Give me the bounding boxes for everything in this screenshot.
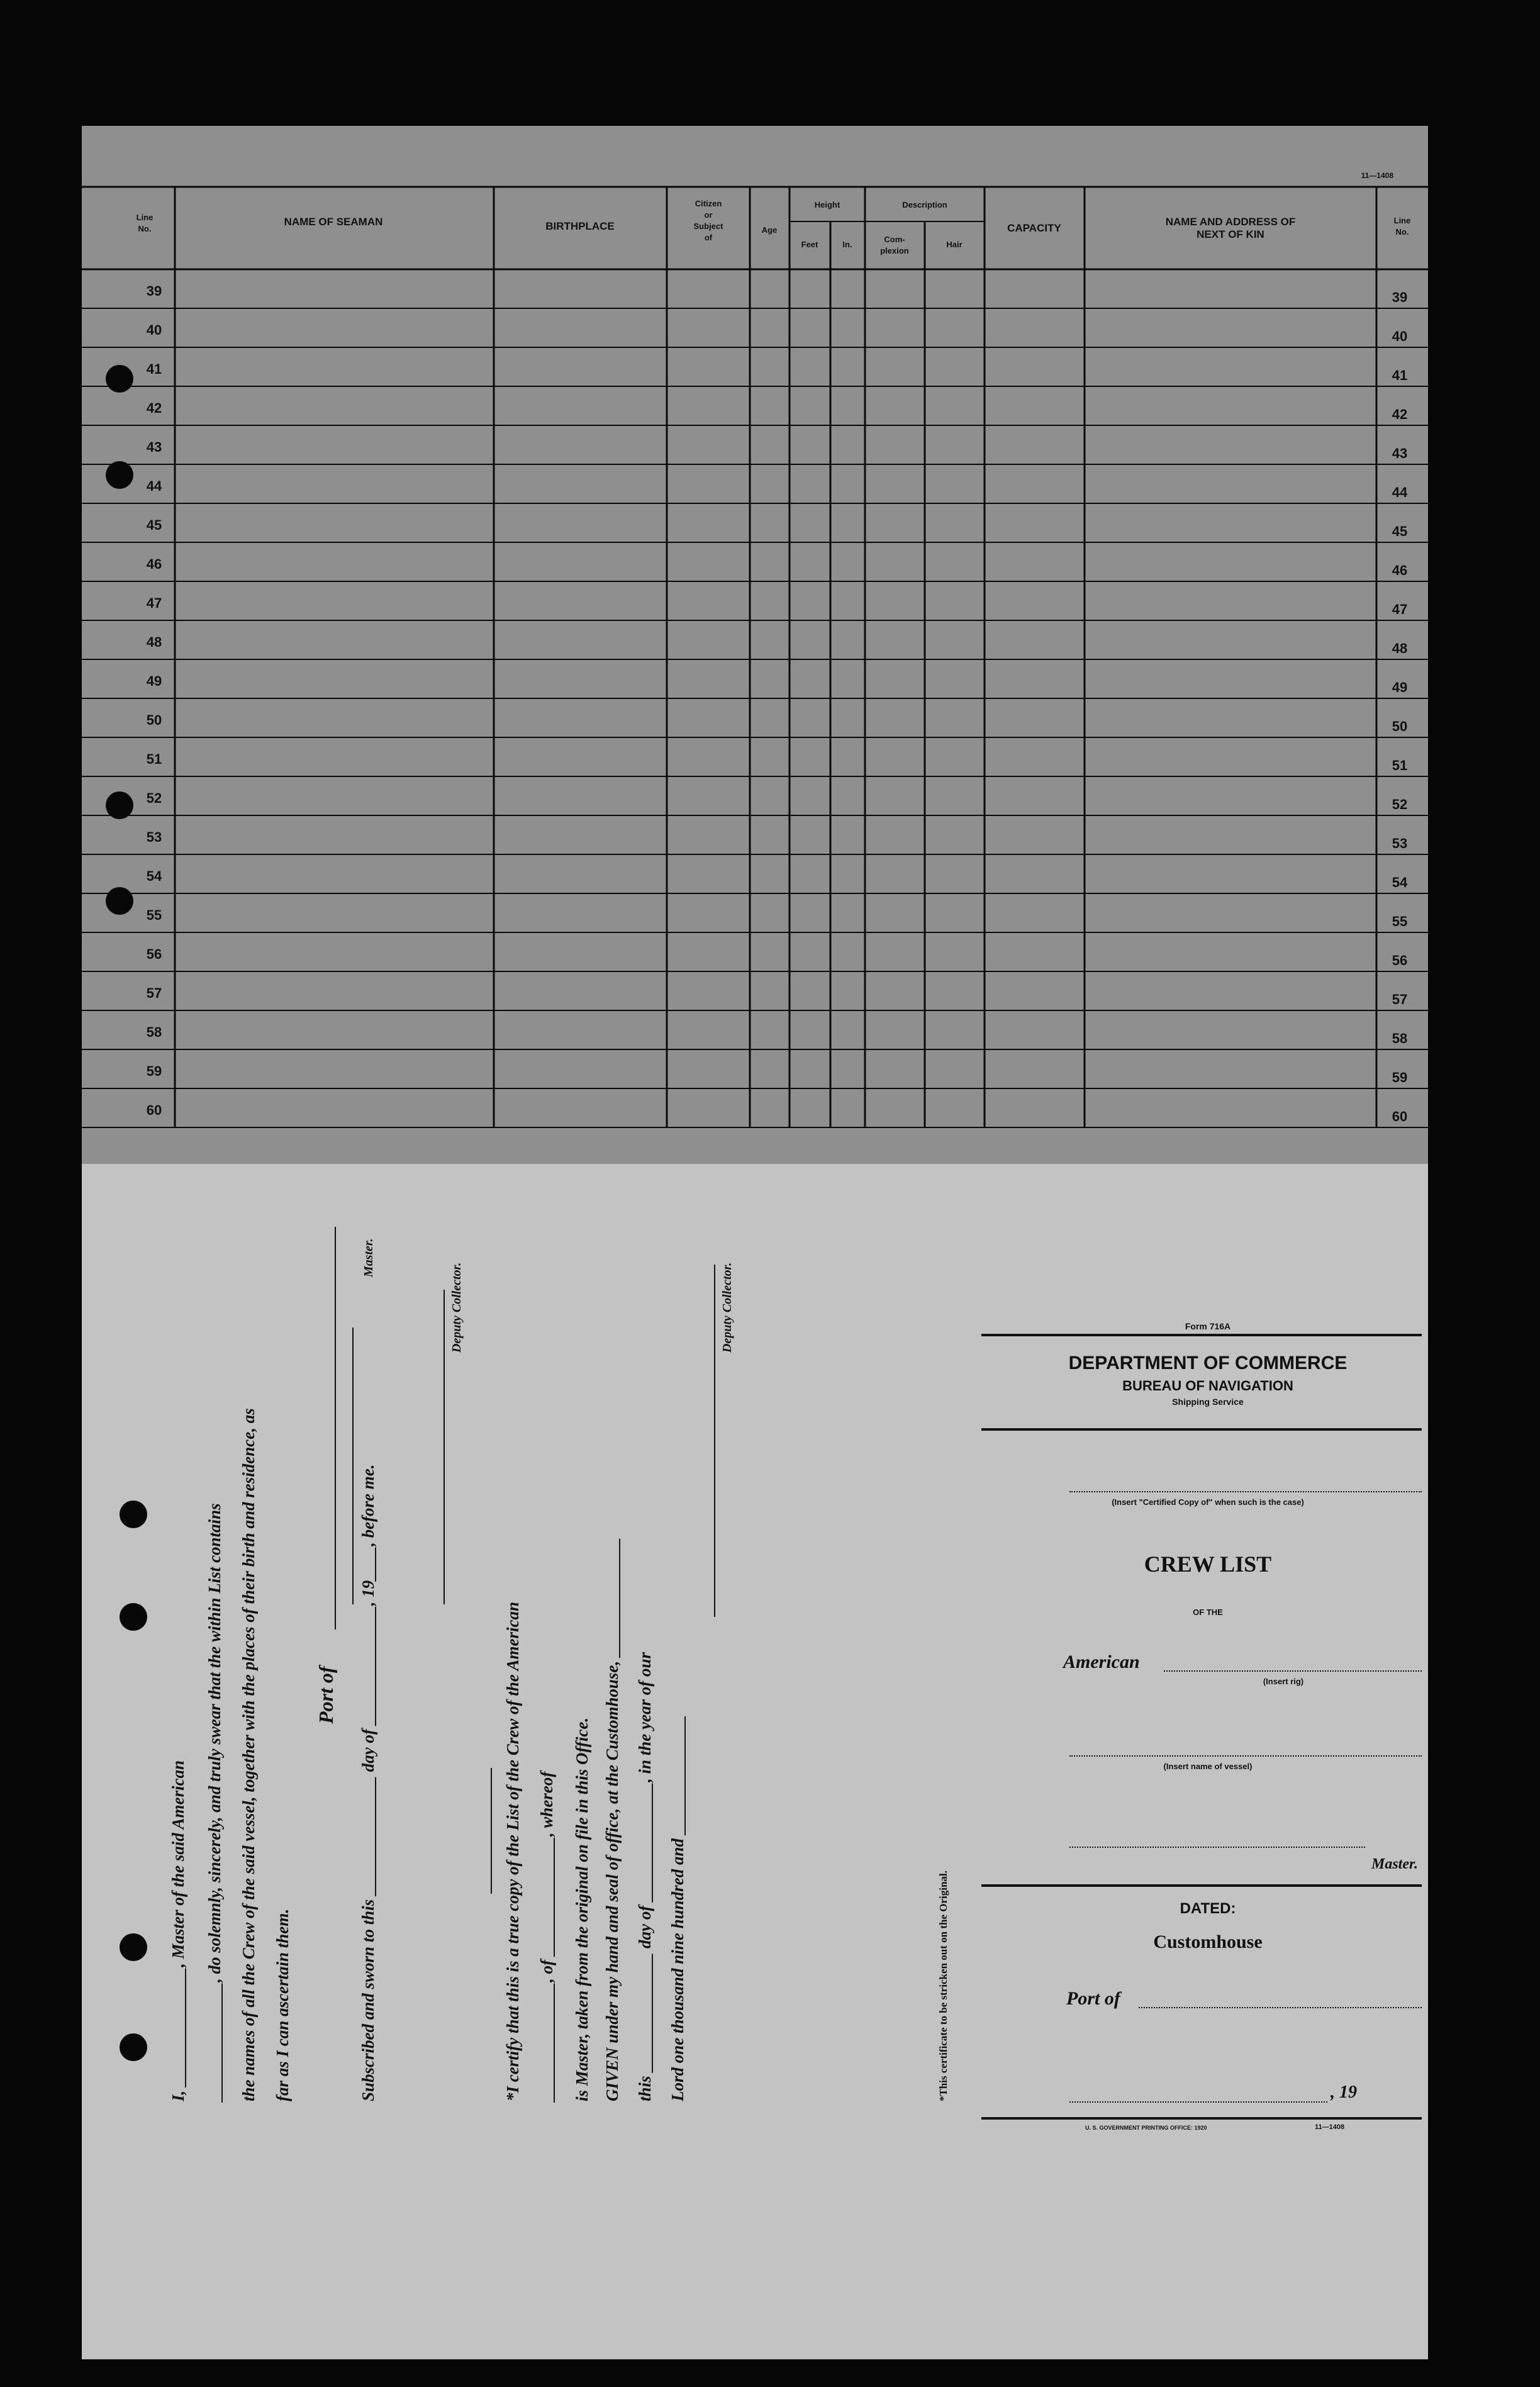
next-of-kin-header: NEXT OF KIN: [1197, 228, 1264, 240]
footnote: [937, 1189, 962, 2108]
birthplace-header: BIRTHPLACE: [545, 220, 615, 232]
form-code: 11—1408: [1361, 171, 1393, 180]
insert-certified-note: (Insert "Certified Copy of" when such is the case): [1112, 1497, 1304, 1507]
american-label: American: [1063, 1652, 1140, 1672]
line-number-right: 50: [1392, 718, 1408, 734]
height-header: Height: [814, 200, 840, 210]
cert-line-1: *I certify that this is a true copy of the List of the Crew of the American: [503, 1602, 522, 2101]
footnote-text: *This certificate to be stricken out on the Original.: [937, 1870, 949, 2101]
port-line: [335, 1227, 336, 1630]
capacity-header: CAPACITY: [1007, 222, 1061, 234]
next-of-kin-header: NAME AND ADDRESS OF: [1165, 216, 1296, 228]
feet-header: Feet: [801, 240, 818, 249]
cover-code: 11—1408: [1315, 2123, 1345, 2131]
master-cover-label: Master.: [1371, 1856, 1419, 1872]
line-number-right: 45: [1392, 523, 1408, 539]
oath-line-3: the names of all the Crew of the said vessel, together with the places of their birth and residence, as: [239, 1408, 258, 2101]
rig-line: [1164, 1670, 1422, 1672]
cert-line-6: Lord one thousand nine hundred and ______________: [668, 1715, 687, 2101]
citizen-header: Subject: [693, 221, 723, 231]
line-number-right: 56: [1392, 953, 1408, 968]
oath-line-4: far as I can ascertain them.: [273, 1908, 292, 2101]
of-the: OF THE: [1193, 1607, 1223, 1617]
cert-line-4: GIVEN under my hand and seal of office, at the Customhouse, ______________: [603, 1538, 622, 2101]
line-number-right: 46: [1392, 562, 1408, 578]
insert-vessel-note: (Insert name of vessel): [1163, 1762, 1253, 1771]
service-title: Shipping Service: [1172, 1397, 1244, 1407]
certified-copy-line: [1069, 1491, 1422, 1492]
line-number-left: 55: [146, 907, 162, 923]
line-number-left: 50: [146, 712, 162, 728]
cert-line-3: is Master, taken from the original on file in this Office.: [572, 1717, 591, 2101]
printing-office: U. S. GOVERNMENT PRINTING OFFICE: 1920: [1085, 2125, 1207, 2131]
line-number-right: 42: [1392, 406, 1408, 422]
line-no-header: Line: [136, 213, 153, 222]
oath-line-1: I, ______________, Master of the said American: [169, 1760, 187, 2101]
line-number-left: 59: [146, 1063, 162, 1079]
line-number-right: 53: [1392, 836, 1408, 851]
citizen-header: or: [704, 210, 713, 220]
line-number-left: 51: [146, 751, 162, 767]
inches-header: In.: [842, 240, 852, 249]
hair-header: Hair: [946, 240, 962, 249]
punch-hole: [106, 887, 133, 915]
line-no-header: No.: [138, 224, 152, 233]
bureau-title: BUREAU OF NAVIGATION: [1122, 1378, 1293, 1394]
punch-hole: [106, 365, 133, 393]
line-number-left: 44: [146, 478, 162, 494]
line-number-right: 43: [1392, 445, 1408, 461]
punch-hole: [120, 1501, 147, 1528]
age-header: Age: [761, 225, 778, 235]
port-of-label: Port of: [315, 1666, 337, 1724]
punch-hole: [120, 2033, 147, 2061]
deputy-collector-label: Deputy Collector.: [450, 1262, 464, 1353]
line-number-right: 44: [1392, 484, 1408, 500]
citizen-header: of: [704, 233, 713, 242]
crew-list-cover: [981, 1265, 1434, 2145]
citizen-header: Citizen: [695, 199, 722, 208]
date-line: [1069, 2101, 1327, 2103]
line-number-right: 60: [1392, 1109, 1408, 1124]
crew-table: [82, 126, 1428, 1164]
punch-hole: [106, 791, 133, 819]
line-number-right: 52: [1392, 797, 1408, 812]
line-number-left: 42: [146, 400, 162, 416]
deputy-collector-label-2: Deputy Collector.: [720, 1262, 734, 1353]
master-line: [1069, 1847, 1365, 1848]
punch-hole: [120, 1603, 147, 1631]
line-number-left: 41: [146, 361, 162, 377]
line-number-left: 49: [146, 673, 162, 689]
line-number-right: 54: [1392, 875, 1408, 890]
line-number-right: 39: [1392, 289, 1408, 305]
line-number-right: 48: [1392, 640, 1408, 656]
line-number-right: 51: [1392, 757, 1408, 773]
line-number-left: 46: [146, 556, 162, 572]
description-header: Description: [902, 200, 947, 210]
line-number-right: 40: [1392, 328, 1408, 344]
crew-list-title: CREW LIST: [1144, 1551, 1272, 1577]
line-number-left: 53: [146, 829, 162, 845]
line-number-left: 45: [146, 517, 162, 533]
line-number-left: 39: [146, 283, 162, 299]
line-number-left: 56: [146, 946, 162, 962]
line-number-right: 59: [1392, 1070, 1408, 1085]
cert-line-2: ______________, of ______________, whereof: [537, 1771, 556, 2101]
cover-rule: [981, 1884, 1422, 1887]
line-number-right: 57: [1392, 992, 1408, 1007]
line-number-left: 40: [146, 322, 162, 338]
line-number-left: 47: [146, 595, 162, 611]
line-number-left: 43: [146, 439, 162, 455]
line-number-left: 58: [146, 1024, 162, 1040]
line-number-left: 52: [146, 790, 162, 806]
department-title: DEPARTMENT OF COMMERCE: [1068, 1353, 1348, 1373]
complexion-header: plexion: [880, 246, 909, 255]
dated-label: DATED:: [1180, 1900, 1236, 1917]
line-no-header-right: Line: [1393, 216, 1411, 225]
master-label: Master.: [362, 1238, 376, 1277]
line-number-right: 58: [1392, 1031, 1408, 1046]
oath-line-2: ______________, do solemnly, sincerely, and truly swear that the within List contains: [205, 1503, 224, 2101]
year-label: , 19: [1331, 2082, 1357, 2102]
certificate: [484, 1189, 755, 2108]
cover-rule: [981, 1334, 1422, 1336]
cover-rule: [981, 1428, 1422, 1431]
deputy-signature-line-2: [714, 1265, 715, 1617]
line-number-right: 41: [1392, 367, 1408, 383]
name-of-seaman-header: NAME OF SEAMAN: [284, 216, 383, 228]
punch-hole: [106, 461, 133, 489]
insert-rig-note: (Insert rig): [1263, 1677, 1304, 1686]
form-number: Form 716A: [1185, 1321, 1231, 1331]
line-no-header-right: No.: [1395, 227, 1409, 237]
line-number-left: 48: [146, 634, 162, 650]
line-number-left: 60: [146, 1102, 162, 1118]
line-number-right: 49: [1392, 679, 1408, 695]
line-number-right: 55: [1392, 914, 1408, 929]
port-line: [1139, 2007, 1422, 2008]
port-of-cover-label: Port of: [1066, 1988, 1120, 2009]
vessel-name-line: [1069, 1755, 1422, 1757]
punch-hole: [120, 1933, 147, 1961]
cover-rule: [981, 2117, 1422, 2120]
line-number-right: 47: [1392, 601, 1408, 617]
cert-line-5: this ______________ day of ______________, in the year of our: [635, 1652, 654, 2101]
complexion-header: Com-: [884, 235, 905, 244]
line-number-left: 57: [146, 985, 162, 1001]
customhouse-label: Customhouse: [1153, 1931, 1263, 1952]
subscribed-line: Subscribed and sworn to this ______________ day of ______________, 19____, before me.: [359, 1464, 377, 2101]
line-number-left: 54: [146, 868, 162, 884]
deputy-signature-line: [444, 1290, 445, 1604]
